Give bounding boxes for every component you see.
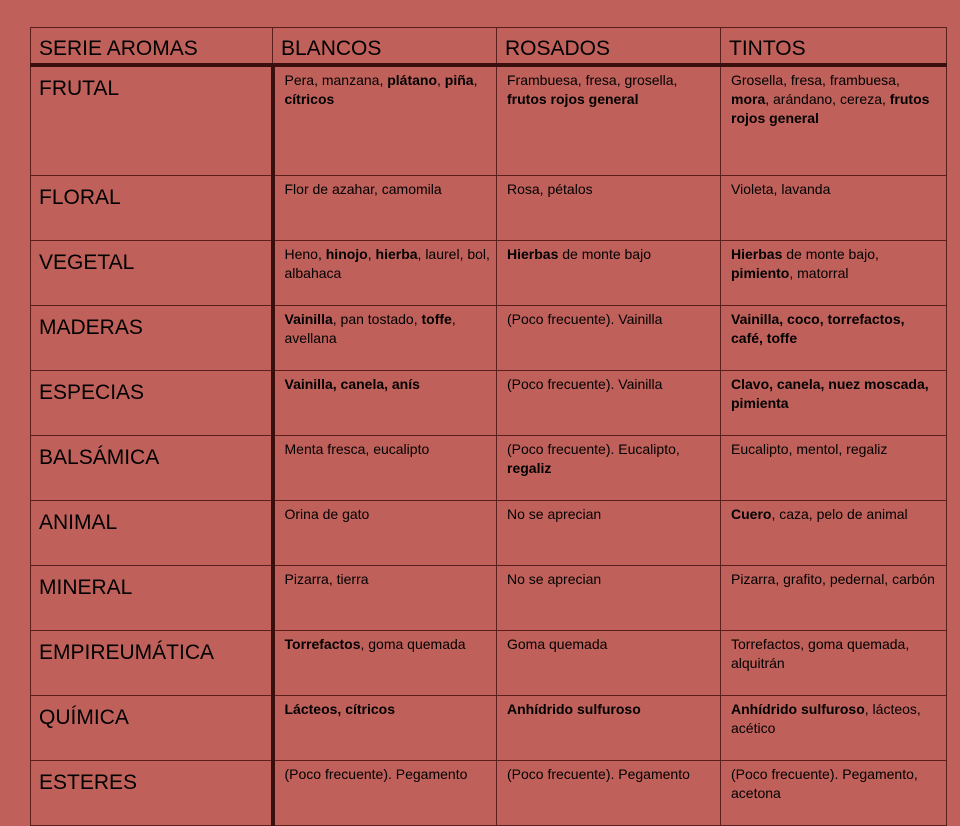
blancos-cell [273, 760, 497, 825]
header-rosados: ROSADOS [497, 28, 721, 65]
header-serie-aromas: SERIE AROMAS [31, 28, 273, 65]
text-segment: Vainilla [284, 310, 333, 327]
blancos-cell [273, 565, 497, 630]
text-segment: de monte bajo [558, 245, 651, 262]
text-segment: Hierbas [731, 245, 783, 262]
text-segment: hierba [375, 245, 418, 262]
blancos-cell [273, 175, 497, 240]
text-segment: Orina de gato [284, 505, 370, 522]
rosados-cell [497, 500, 721, 565]
blancos-cell [273, 65, 497, 176]
text-segment: (Poco frecuente). Eucalipto, [507, 440, 680, 457]
text-segment: Torrefactos [284, 635, 361, 652]
text-segment: de monte bajo, [782, 245, 879, 262]
text-segment: Vainilla, canela, anís [284, 375, 420, 392]
table-header [31, 28, 947, 65]
tintos-cell [721, 630, 947, 695]
text-segment: No se aprecian [507, 505, 602, 522]
text-segment: (Poco frecuente). Pegamento [507, 765, 690, 782]
header-tintos: TINTOS [721, 28, 947, 65]
text-segment: , goma quemada [360, 635, 466, 652]
rosados-cell [497, 565, 721, 630]
text-segment: , [437, 71, 445, 88]
table-row [31, 175, 947, 240]
serie-cell: ANIMAL [31, 500, 273, 565]
serie-cell: BALSÁMICA [31, 435, 273, 500]
tintos-cell [721, 65, 947, 176]
table-row [31, 435, 947, 500]
rosados-cell [497, 175, 721, 240]
rosados-cell [497, 65, 721, 176]
text-segment: hinojo [325, 245, 368, 262]
blancos-cell [273, 370, 497, 435]
rosados-cell [497, 630, 721, 695]
tintos-cell [721, 240, 947, 305]
text-segment: Lácteos, cítricos [284, 700, 395, 717]
table-row [31, 760, 947, 825]
table-row [31, 370, 947, 435]
text-segment: Pera, manzana, [284, 71, 388, 88]
text-segment: Rosa, pétalos [507, 180, 593, 197]
rosados-cell [497, 305, 721, 370]
serie-cell: EMPIREUMÁTICA [31, 630, 273, 695]
text-segment: No se aprecian [507, 570, 602, 587]
text-segment: Menta fresca, eucalipto [284, 440, 430, 457]
rosados-cell [497, 695, 721, 760]
rosados-cell [497, 435, 721, 500]
text-segment: Torrefactos, goma quemada, alquitrán [731, 635, 910, 671]
text-segment: Pizarra, grafito, pedernal, carbón [731, 570, 935, 587]
blancos-cell [273, 695, 497, 760]
blancos-cell [273, 305, 497, 370]
aroma-table [30, 27, 947, 826]
text-segment: , avellana [284, 310, 456, 346]
text-segment: (Poco frecuente). Pegamento, acetona [731, 765, 918, 801]
table-row [31, 565, 947, 630]
blancos-cell [273, 240, 497, 305]
text-segment: , [367, 245, 376, 262]
text-segment: Eucalipto, mentol, regaliz [731, 440, 888, 457]
serie-cell: FLORAL [31, 175, 273, 240]
serie-cell: FRUTAL [31, 65, 273, 176]
blancos-cell [273, 435, 497, 500]
serie-cell: MINERAL [31, 565, 273, 630]
text-segment: mora [731, 90, 766, 107]
text-segment: , lácteos, acético [731, 700, 921, 736]
text-segment: Grosella, fresa, frambuesa, [731, 71, 900, 88]
text-segment: Violeta, lavanda [731, 180, 831, 197]
tintos-cell [721, 175, 947, 240]
header-blancos: BLANCOS [273, 28, 497, 65]
text-segment: Heno, [284, 245, 326, 262]
text-segment: cítricos [284, 90, 335, 107]
text-segment: , [473, 71, 478, 88]
tintos-cell [721, 500, 947, 565]
rosados-cell [497, 240, 721, 305]
tintos-cell [721, 760, 947, 825]
text-segment: , matorral [789, 264, 849, 281]
table-row [31, 240, 947, 305]
tintos-cell [721, 565, 947, 630]
text-segment: pimiento [731, 264, 790, 281]
rosados-cell [497, 370, 721, 435]
text-segment: frutos rojos general [731, 90, 930, 126]
serie-cell: VEGETAL [31, 240, 273, 305]
text-segment: plátano [387, 71, 438, 88]
serie-cell: ESTERES [31, 760, 273, 825]
text-segment: (Poco frecuente). Vainilla [507, 310, 663, 327]
text-segment: Anhídrido sulfuroso [731, 700, 865, 717]
tintos-cell [721, 695, 947, 760]
blancos-cell [273, 500, 497, 565]
text-segment: Goma quemada [507, 635, 608, 652]
text-segment: (Poco frecuente). Vainilla [507, 375, 663, 392]
blancos-cell [273, 630, 497, 695]
table-row [31, 65, 947, 176]
table-row [31, 695, 947, 760]
serie-cell: QUÍMICA [31, 695, 273, 760]
table-row [31, 500, 947, 565]
text-segment: , caza, pelo de animal [771, 505, 908, 522]
tintos-cell [721, 370, 947, 435]
text-segment: Flor de azahar, camomila [284, 180, 442, 197]
table-row [31, 630, 947, 695]
text-segment: regaliz [507, 459, 552, 476]
text-segment: Clavo, canela, nuez moscada, pimienta [731, 375, 929, 411]
text-segment: Cuero [731, 505, 772, 522]
text-segment: Pizarra, tierra [284, 570, 369, 587]
text-segment: , arándano, cereza, [765, 90, 890, 107]
header-row [31, 28, 947, 65]
text-segment: piña [444, 71, 474, 88]
text-segment: toffe [421, 310, 452, 327]
text-segment: Hierbas [507, 245, 559, 262]
tintos-cell [721, 435, 947, 500]
table-body [31, 65, 947, 826]
text-segment: frutos rojos general [507, 90, 639, 107]
text-segment: , pan tostado, [332, 310, 422, 327]
rosados-cell [497, 760, 721, 825]
text-segment: Vainilla, coco, torrefactos, café, toffe [731, 310, 905, 346]
serie-cell: ESPECIAS [31, 370, 273, 435]
tintos-cell [721, 305, 947, 370]
text-segment: Frambuesa, fresa, grosella, [507, 71, 678, 88]
table-row [31, 305, 947, 370]
serie-cell: MADERAS [31, 305, 273, 370]
text-segment: , laurel, bol, albahaca [284, 245, 490, 281]
text-segment: (Poco frecuente). Pegamento [284, 765, 468, 782]
text-segment: Anhídrido sulfuroso [507, 700, 641, 717]
